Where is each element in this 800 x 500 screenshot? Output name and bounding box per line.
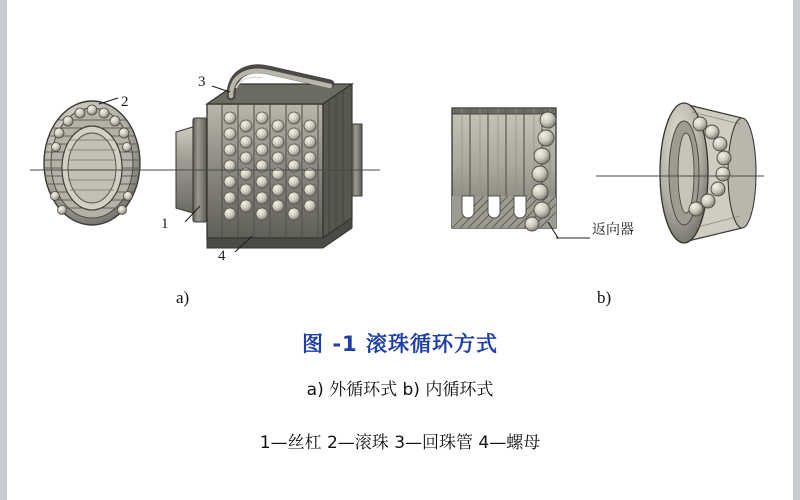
return-device-label: 返向器 — [592, 222, 634, 238]
callout-1: 1 — [161, 216, 169, 232]
callout-4: 4 — [218, 248, 226, 264]
figure-subtitle: a) 外循环式 b) 内循环式 — [306, 380, 494, 400]
figure-title: 图 -1 滚珠循环方式 — [302, 332, 498, 356]
figure-legend: 1—丝杠 2—滚珠 3—回珠管 4—螺母 — [259, 433, 541, 453]
callout-3: 3 — [198, 74, 206, 90]
callout-2: 2 — [121, 94, 129, 110]
part-b-letter: b) — [597, 288, 612, 307]
part-a-end-view — [30, 101, 178, 225]
part-a-nut-assembly — [99, 69, 380, 252]
part-a-letter: a) — [176, 288, 190, 307]
